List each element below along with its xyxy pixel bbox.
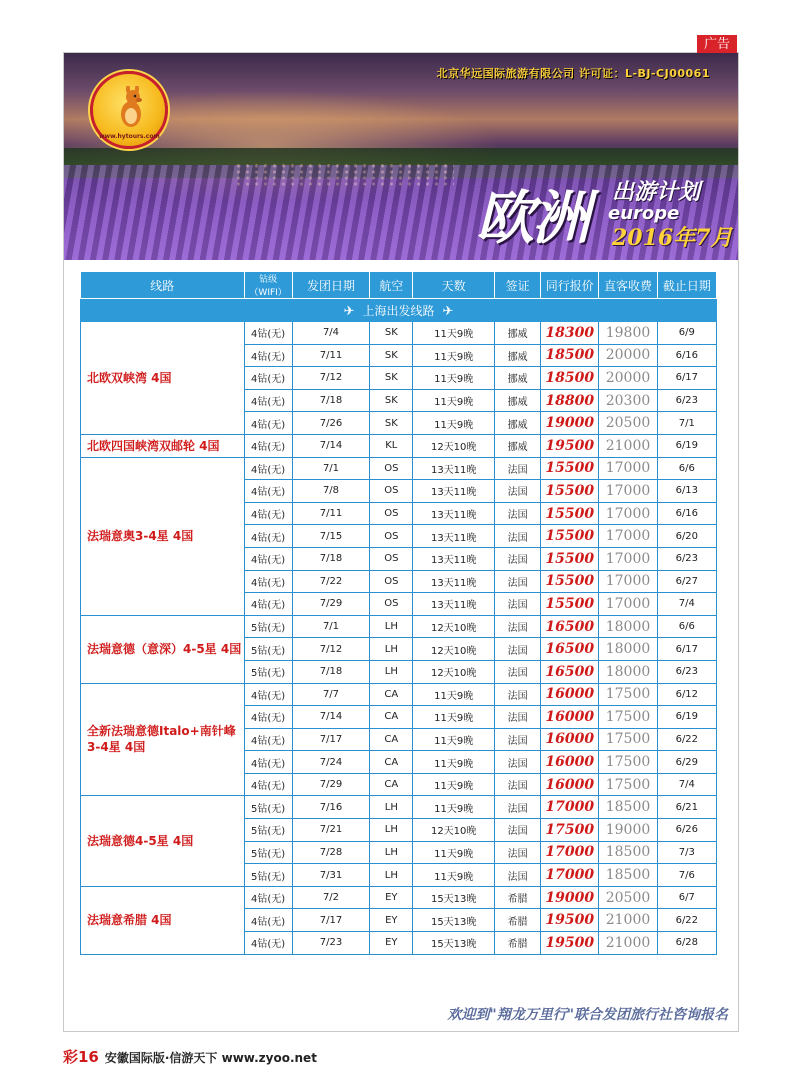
trade-price: 16500 — [541, 615, 599, 638]
deadline: 6/23 — [657, 547, 716, 570]
airplane-icon: ✈ — [343, 303, 355, 319]
trade-price: 19500 — [541, 434, 599, 457]
star-level: 4钻(无) — [244, 502, 292, 525]
direct-price: 21000 — [599, 909, 657, 932]
banner-image — [64, 53, 738, 260]
logo-url: www.hytours.com — [99, 133, 160, 140]
deadline: 6/29 — [657, 751, 716, 774]
star-level: 4钻(无) — [244, 367, 292, 390]
kangaroo-icon — [113, 86, 149, 130]
trade-price: 18800 — [541, 389, 599, 412]
duration: 11天9晚 — [413, 344, 495, 367]
deadline: 6/17 — [657, 638, 716, 661]
duration: 13天11晚 — [413, 570, 495, 593]
table-row — [81, 457, 717, 480]
airline: SK — [370, 322, 413, 345]
trade-price: 16000 — [541, 773, 599, 796]
deadline: 6/23 — [657, 660, 716, 683]
duration: 15天13晚 — [413, 886, 495, 909]
star-level: 4钻(无) — [244, 773, 292, 796]
deadline: 6/19 — [657, 706, 716, 729]
direct-price: 17000 — [599, 570, 657, 593]
departure-date: 7/11 — [292, 502, 370, 525]
duration: 11天9晚 — [413, 412, 495, 435]
deadline: 6/17 — [657, 367, 716, 390]
visa: 法国 — [495, 570, 541, 593]
route-name: 法瑞意德4-5星 4国 — [81, 796, 245, 886]
direct-price: 17000 — [599, 480, 657, 503]
deadline: 6/6 — [657, 457, 716, 480]
route-name: 法瑞意希腊 4国 — [81, 886, 245, 954]
duration: 13天11晚 — [413, 502, 495, 525]
duration: 13天11晚 — [413, 457, 495, 480]
star-level: 4钻(无) — [244, 480, 292, 503]
duration: 11天9晚 — [413, 367, 495, 390]
visa: 法国 — [495, 457, 541, 480]
departure-date: 7/21 — [292, 819, 370, 842]
direct-price: 20500 — [599, 886, 657, 909]
duration: 13天11晚 — [413, 525, 495, 548]
visa: 希腊 — [495, 909, 541, 932]
visa: 法国 — [495, 728, 541, 751]
banner-subtitle: 出游计划 — [612, 180, 701, 205]
star-level: 5钻(无) — [244, 660, 292, 683]
deadline: 6/16 — [657, 344, 716, 367]
direct-price: 18500 — [599, 864, 657, 887]
deadline: 6/22 — [657, 909, 716, 932]
visa: 法国 — [495, 547, 541, 570]
deadline: 6/13 — [657, 480, 716, 503]
star-level: 5钻(无) — [244, 615, 292, 638]
star-level: 4钻(无) — [244, 525, 292, 548]
trade-price: 16500 — [541, 638, 599, 661]
column-header: 天数 — [413, 272, 495, 299]
star-level: 5钻(无) — [244, 638, 292, 661]
star-level: 4钻(无) — [244, 457, 292, 480]
deadline: 6/21 — [657, 796, 716, 819]
duration: 11天9晚 — [413, 796, 495, 819]
airline: CA — [370, 706, 413, 729]
section-row — [81, 299, 717, 322]
deadline: 7/1 — [657, 412, 716, 435]
trade-price: 15500 — [541, 547, 599, 570]
star-level: 4钻(无) — [244, 322, 292, 345]
table-row — [81, 683, 717, 706]
direct-price: 17000 — [599, 525, 657, 548]
trade-price: 19000 — [541, 412, 599, 435]
star-level: 4钻(无) — [244, 593, 292, 616]
airline: SK — [370, 389, 413, 412]
duration: 12天10晚 — [413, 660, 495, 683]
duration: 13天11晚 — [413, 547, 495, 570]
direct-price: 20500 — [599, 412, 657, 435]
page-number: 彩16 — [63, 1048, 99, 1066]
visa: 法国 — [495, 796, 541, 819]
visa: 法国 — [495, 615, 541, 638]
column-header: 航空 — [370, 272, 413, 299]
direct-price: 20300 — [599, 389, 657, 412]
company-logo — [90, 71, 168, 149]
departure-date: 7/22 — [292, 570, 370, 593]
trade-price: 19000 — [541, 886, 599, 909]
trade-price: 15500 — [541, 570, 599, 593]
banner-title: 欧洲 — [476, 184, 589, 252]
direct-price: 17000 — [599, 502, 657, 525]
column-header: 截止日期 — [657, 272, 716, 299]
visa: 法国 — [495, 706, 541, 729]
route-name: 北欧双峡湾 4国 — [81, 322, 245, 435]
star-level: 4钻(无) — [244, 389, 292, 412]
airline: LH — [370, 864, 413, 887]
column-header: 签证 — [495, 272, 541, 299]
star-level: 4钻(无) — [244, 909, 292, 932]
trade-price: 16000 — [541, 728, 599, 751]
visa: 挪威 — [495, 344, 541, 367]
deadline: 7/4 — [657, 773, 716, 796]
departure-date: 7/24 — [292, 751, 370, 774]
airline: SK — [370, 412, 413, 435]
departure-date: 7/12 — [292, 638, 370, 661]
visa: 挪威 — [495, 389, 541, 412]
duration: 11天9晚 — [413, 683, 495, 706]
airline: OS — [370, 502, 413, 525]
departure-date: 7/17 — [292, 909, 370, 932]
duration: 12天10晚 — [413, 638, 495, 661]
direct-price: 21000 — [599, 434, 657, 457]
departure-date: 7/14 — [292, 706, 370, 729]
table-header-row — [81, 272, 717, 299]
deadline: 6/19 — [657, 434, 716, 457]
departure-date: 7/17 — [292, 728, 370, 751]
direct-price: 17500 — [599, 773, 657, 796]
banner-title-english: europe — [608, 203, 680, 224]
departure-date: 7/7 — [292, 683, 370, 706]
star-level: 4钻(无) — [244, 751, 292, 774]
column-header: 同行报价 — [541, 272, 599, 299]
visa: 挪威 — [495, 434, 541, 457]
direct-price: 18500 — [599, 841, 657, 864]
airline: OS — [370, 480, 413, 503]
star-level: 4钻(无) — [244, 570, 292, 593]
deadline: 6/6 — [657, 615, 716, 638]
direct-price: 17500 — [599, 706, 657, 729]
visa: 法国 — [495, 683, 541, 706]
deadline: 6/16 — [657, 502, 716, 525]
visa: 法国 — [495, 841, 541, 864]
direct-price: 17000 — [599, 593, 657, 616]
visa: 挪威 — [495, 367, 541, 390]
trade-price: 16000 — [541, 751, 599, 774]
departure-date: 7/15 — [292, 525, 370, 548]
direct-price: 18000 — [599, 615, 657, 638]
page-footer — [63, 1046, 317, 1067]
departure-date: 7/1 — [292, 457, 370, 480]
column-header: 线路 — [81, 272, 245, 299]
table-row — [81, 886, 717, 909]
star-level: 4钻(无) — [244, 683, 292, 706]
trade-price: 15500 — [541, 502, 599, 525]
departure-date: 7/26 — [292, 412, 370, 435]
visa: 希腊 — [495, 886, 541, 909]
deadline: 6/26 — [657, 819, 716, 842]
deadline: 6/23 — [657, 389, 716, 412]
deadline: 7/3 — [657, 841, 716, 864]
airline: SK — [370, 344, 413, 367]
duration: 15天13晚 — [413, 932, 495, 955]
airline: CA — [370, 751, 413, 774]
route-name: 法瑞意奥3-4星 4国 — [81, 457, 245, 615]
trade-price: 15500 — [541, 480, 599, 503]
airline: EY — [370, 932, 413, 955]
trade-price: 15500 — [541, 457, 599, 480]
direct-price: 18500 — [599, 796, 657, 819]
star-level: 5钻(无) — [244, 841, 292, 864]
departure-date: 7/23 — [292, 932, 370, 955]
star-level: 5钻(无) — [244, 864, 292, 887]
direct-price: 17500 — [599, 751, 657, 774]
visa: 法国 — [495, 751, 541, 774]
visa: 希腊 — [495, 932, 541, 955]
direct-price: 20000 — [599, 344, 657, 367]
visa: 法国 — [495, 819, 541, 842]
table-body — [81, 299, 717, 955]
trade-price: 17000 — [541, 864, 599, 887]
deadline: 6/28 — [657, 932, 716, 955]
departure-date: 7/29 — [292, 773, 370, 796]
airplane-icon: ✈ — [442, 303, 454, 319]
direct-price: 20000 — [599, 367, 657, 390]
tour-price-table — [80, 271, 717, 955]
company-license: 北京华远国际旅游有限公司 许可证：L-BJ-CJ00061 — [436, 67, 710, 80]
ad-badge: 广告 — [697, 35, 737, 55]
airline: OS — [370, 593, 413, 616]
route-name: 全新法瑞意德Italo+南针峰3-4星 4国 — [81, 683, 245, 796]
visa: 法国 — [495, 502, 541, 525]
route-name: 北欧四国峡湾双邮轮 4国 — [81, 434, 245, 457]
airline: LH — [370, 638, 413, 661]
trade-price: 17500 — [541, 819, 599, 842]
star-level: 4钻(无) — [244, 412, 292, 435]
airline: OS — [370, 457, 413, 480]
airline: LH — [370, 796, 413, 819]
departure-date: 7/16 — [292, 796, 370, 819]
visa: 挪威 — [495, 322, 541, 345]
duration: 11天9晚 — [413, 841, 495, 864]
trade-price: 19500 — [541, 932, 599, 955]
visa: 法国 — [495, 864, 541, 887]
trade-price: 16000 — [541, 706, 599, 729]
departure-date: 7/12 — [292, 367, 370, 390]
direct-price: 17000 — [599, 547, 657, 570]
departure-date: 7/4 — [292, 322, 370, 345]
visa: 法国 — [495, 773, 541, 796]
airline: LH — [370, 615, 413, 638]
deadline: 6/27 — [657, 570, 716, 593]
visa: 法国 — [495, 525, 541, 548]
airline: CA — [370, 728, 413, 751]
star-level: 5钻(无) — [244, 796, 292, 819]
direct-price: 17500 — [599, 728, 657, 751]
direct-price: 18000 — [599, 660, 657, 683]
duration: 11天9晚 — [413, 751, 495, 774]
duration: 11天9晚 — [413, 322, 495, 345]
star-level: 4钻(无) — [244, 886, 292, 909]
section-label: 上海出发线路 — [362, 303, 435, 318]
route-name: 法瑞意德（意深）4-5星 4国 — [81, 615, 245, 683]
deadline: 6/7 — [657, 886, 716, 909]
airline: CA — [370, 773, 413, 796]
airline: OS — [370, 525, 413, 548]
welcome-slogan: 欢迎到"翔龙万里行"联合发团旅行社咨询报名 — [447, 1007, 728, 1023]
trade-price: 16000 — [541, 683, 599, 706]
departure-date: 7/18 — [292, 660, 370, 683]
column-header: 直客收费 — [599, 272, 657, 299]
trade-price: 17000 — [541, 841, 599, 864]
banner-month: 2016年7月 — [612, 225, 733, 251]
trade-price: 15500 — [541, 593, 599, 616]
airline: OS — [370, 547, 413, 570]
direct-price: 21000 — [599, 932, 657, 955]
airline: EY — [370, 909, 413, 932]
airline: LH — [370, 841, 413, 864]
departure-date: 7/18 — [292, 547, 370, 570]
airline: OS — [370, 570, 413, 593]
duration: 13天11晚 — [413, 480, 495, 503]
star-level: 4钻(无) — [244, 344, 292, 367]
departure-date: 7/2 — [292, 886, 370, 909]
column-header: 钻级（WIFI） — [244, 272, 292, 299]
trade-price: 18500 — [541, 367, 599, 390]
duration: 12天10晚 — [413, 434, 495, 457]
deadline: 6/22 — [657, 728, 716, 751]
deadline: 7/6 — [657, 864, 716, 887]
airline: CA — [370, 683, 413, 706]
table-row — [81, 615, 717, 638]
duration: 12天10晚 — [413, 615, 495, 638]
duration: 11天9晚 — [413, 728, 495, 751]
visa: 法国 — [495, 480, 541, 503]
direct-price: 17000 — [599, 457, 657, 480]
duration: 11天9晚 — [413, 706, 495, 729]
deadline: 6/9 — [657, 322, 716, 345]
airline: LH — [370, 819, 413, 842]
star-level: 5钻(无) — [244, 819, 292, 842]
deadline: 6/20 — [657, 525, 716, 548]
footer-text: 安徽国际版·信游天下 www.zyoo.net — [104, 1051, 317, 1065]
section-cell — [81, 299, 717, 322]
departure-date: 7/1 — [292, 615, 370, 638]
trade-price: 18500 — [541, 344, 599, 367]
departure-date: 7/28 — [292, 841, 370, 864]
table-row — [81, 434, 717, 457]
star-level: 4钻(无) — [244, 728, 292, 751]
departure-date: 7/11 — [292, 344, 370, 367]
visa: 法国 — [495, 660, 541, 683]
visa: 法国 — [495, 593, 541, 616]
duration: 11天9晚 — [413, 389, 495, 412]
direct-price: 19800 — [599, 322, 657, 345]
trade-price: 18300 — [541, 322, 599, 345]
star-level: 4钻(无) — [244, 434, 292, 457]
airline: LH — [370, 660, 413, 683]
table-row — [81, 796, 717, 819]
departure-date: 7/8 — [292, 480, 370, 503]
duration: 15天13晚 — [413, 909, 495, 932]
trade-price: 17000 — [541, 796, 599, 819]
table-row — [81, 322, 717, 345]
column-header: 发团日期 — [292, 272, 370, 299]
departure-date: 7/14 — [292, 434, 370, 457]
visa: 挪威 — [495, 412, 541, 435]
trade-price: 19500 — [541, 909, 599, 932]
visa: 法国 — [495, 638, 541, 661]
airline: SK — [370, 367, 413, 390]
duration: 11天9晚 — [413, 864, 495, 887]
deadline: 6/12 — [657, 683, 716, 706]
airline: EY — [370, 886, 413, 909]
airline: KL — [370, 434, 413, 457]
departure-date: 7/31 — [292, 864, 370, 887]
direct-price: 18000 — [599, 638, 657, 661]
star-level: 4钻(无) — [244, 706, 292, 729]
deadline: 7/4 — [657, 593, 716, 616]
trade-price: 16500 — [541, 660, 599, 683]
trade-price: 15500 — [541, 525, 599, 548]
star-level: 4钻(无) — [244, 932, 292, 955]
direct-price: 19000 — [599, 819, 657, 842]
duration: 12天10晚 — [413, 819, 495, 842]
star-level: 4钻(无) — [244, 547, 292, 570]
duration: 11天9晚 — [413, 773, 495, 796]
departure-date: 7/18 — [292, 389, 370, 412]
departure-date: 7/29 — [292, 593, 370, 616]
direct-price: 17500 — [599, 683, 657, 706]
duration: 13天11晚 — [413, 593, 495, 616]
